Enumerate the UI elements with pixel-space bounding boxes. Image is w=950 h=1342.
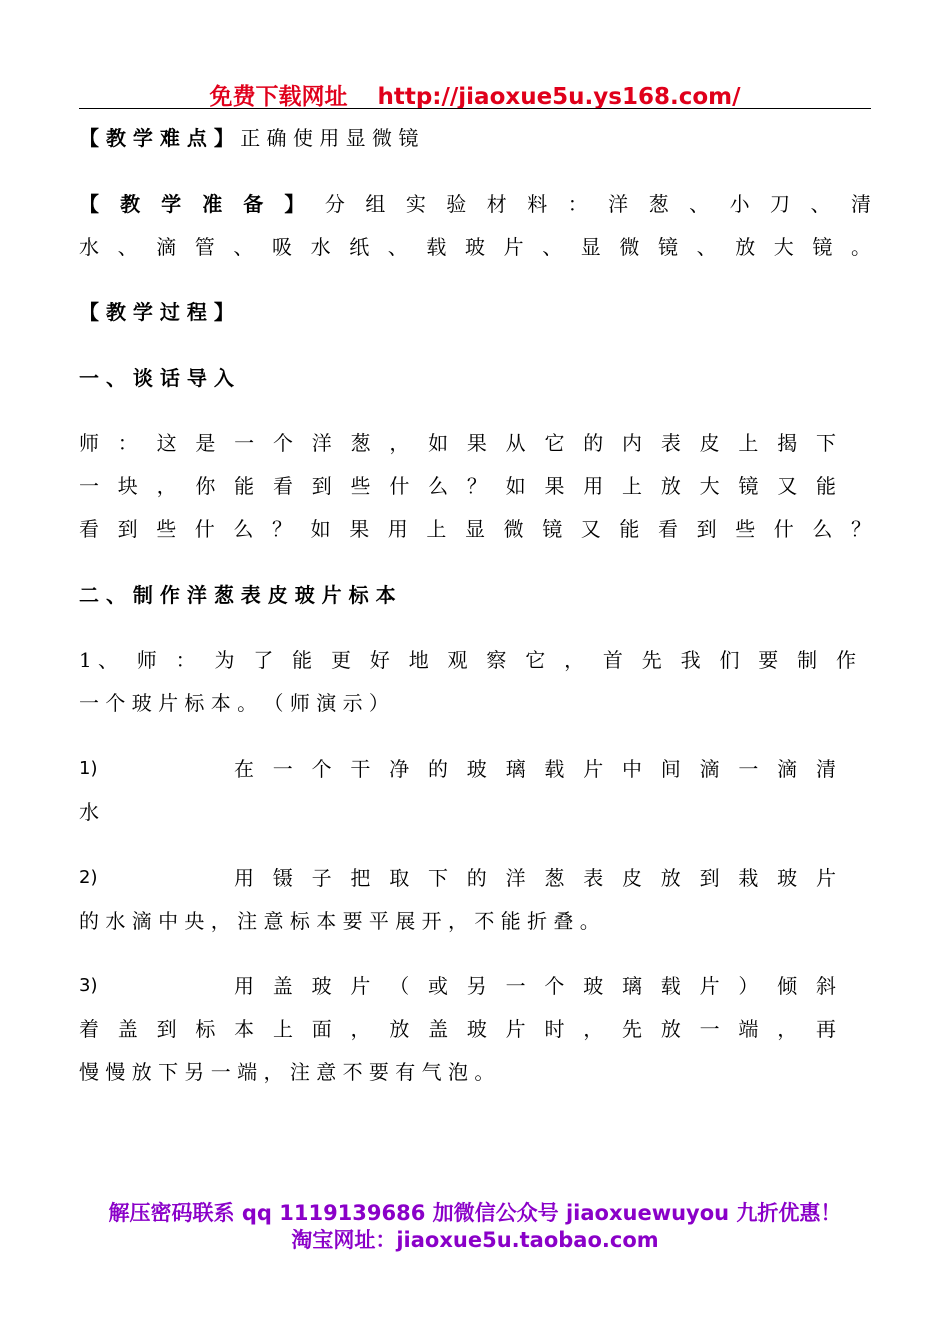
step-3-line-1: 用 盖 玻 片 （ 或 另 一 个 玻 璃 载 片 ） 倾 斜 (234, 974, 836, 998)
part2-intro-line-2: 一 个 玻 片 标 本 。 （ 师 演 示 ） (79, 691, 389, 715)
difficulty-text: 正 确 使 用 显 微 镜 (240, 126, 419, 150)
download-header (0, 78, 950, 111)
step-2-number: 2) (79, 867, 98, 888)
step-3-line-3: 慢 慢 放 下 另 一 端 ， 注 意 不 要 有 气 泡 。 (79, 1060, 495, 1084)
preparation-text-1: 分 组 实 验 材 料 ： 洋 葱 、 小 刀 、 清 (324, 192, 871, 216)
step-1-line-2: 水 (79, 800, 99, 824)
header-divider (79, 108, 871, 109)
step-1-line-1: 在 一 个 干 净 的 玻 璃 载 片 中 间 滴 一 滴 清 (234, 757, 836, 781)
preparation-line-2: 水 、 滴 管 、 吸 水 纸 、 载 玻 片 、 显 微 镜 、 放 大 镜 。 (79, 235, 871, 259)
step-3-line-2: 着 盖 到 标 本 上 面 ， 放 盖 玻 片 时 ， 先 放 一 端 ， 再 (79, 1017, 836, 1041)
difficulty-line (79, 121, 871, 155)
preparation-line-1 (79, 187, 871, 221)
part1-line-1: 师 ： 这 是 一 个 洋 葱 ， 如 果 从 它 的 内 表 皮 上 揭 下 (79, 431, 836, 455)
step-2-line-1: 用 镊 子 把 取 下 的 洋 葱 表 皮 放 到 栽 玻 片 (234, 866, 836, 890)
process-heading: 【 教 学 过 程 】 (79, 300, 234, 324)
part1-line-2: 一 块 ， 你 能 看 到 些 什 么 ？ 如 果 用 上 放 大 镜 又 能 (79, 474, 836, 498)
difficulty-heading: 【 教 学 难 点 】 (79, 126, 234, 150)
step-1-number: 1) (79, 758, 98, 779)
part1-line-3: 看 到 些 什 么 ？ 如 果 用 上 显 微 镜 又 能 看 到 些 什 么 ？ (79, 517, 871, 541)
part2-intro-line-1: 1、 师 ： 为 了 能 更 好 地 观 察 它 ， 首 先 我 们 要 制 作 (79, 648, 856, 672)
preparation-heading: 【 教 学 准 备 】 (79, 192, 312, 216)
step-3-number: 3) (79, 975, 98, 996)
header-url-link[interactable]: http://jiaoxue5u.ys168.com/ (377, 84, 741, 110)
footer-shop-link[interactable]: 淘宝网址：jiaoxue5u.taobao.com (291, 1228, 659, 1252)
footer-contact: 解压密码联系 qq 1119139686 加微信公众号 jiaoxuewuyou 九折优惠！ (108, 1201, 842, 1225)
step-2-line-2: 的 水 滴 中 央 ， 注 意 标 本 要 平 展 开 ， 不 能 折 叠 。 (79, 909, 600, 933)
header-label: 免费下载网址 (209, 84, 348, 110)
part1-heading: 一 、 谈 话 导 入 (79, 366, 234, 390)
part2-heading: 二 、 制 作 洋 葱 表 皮 玻 片 标 本 (79, 583, 396, 607)
